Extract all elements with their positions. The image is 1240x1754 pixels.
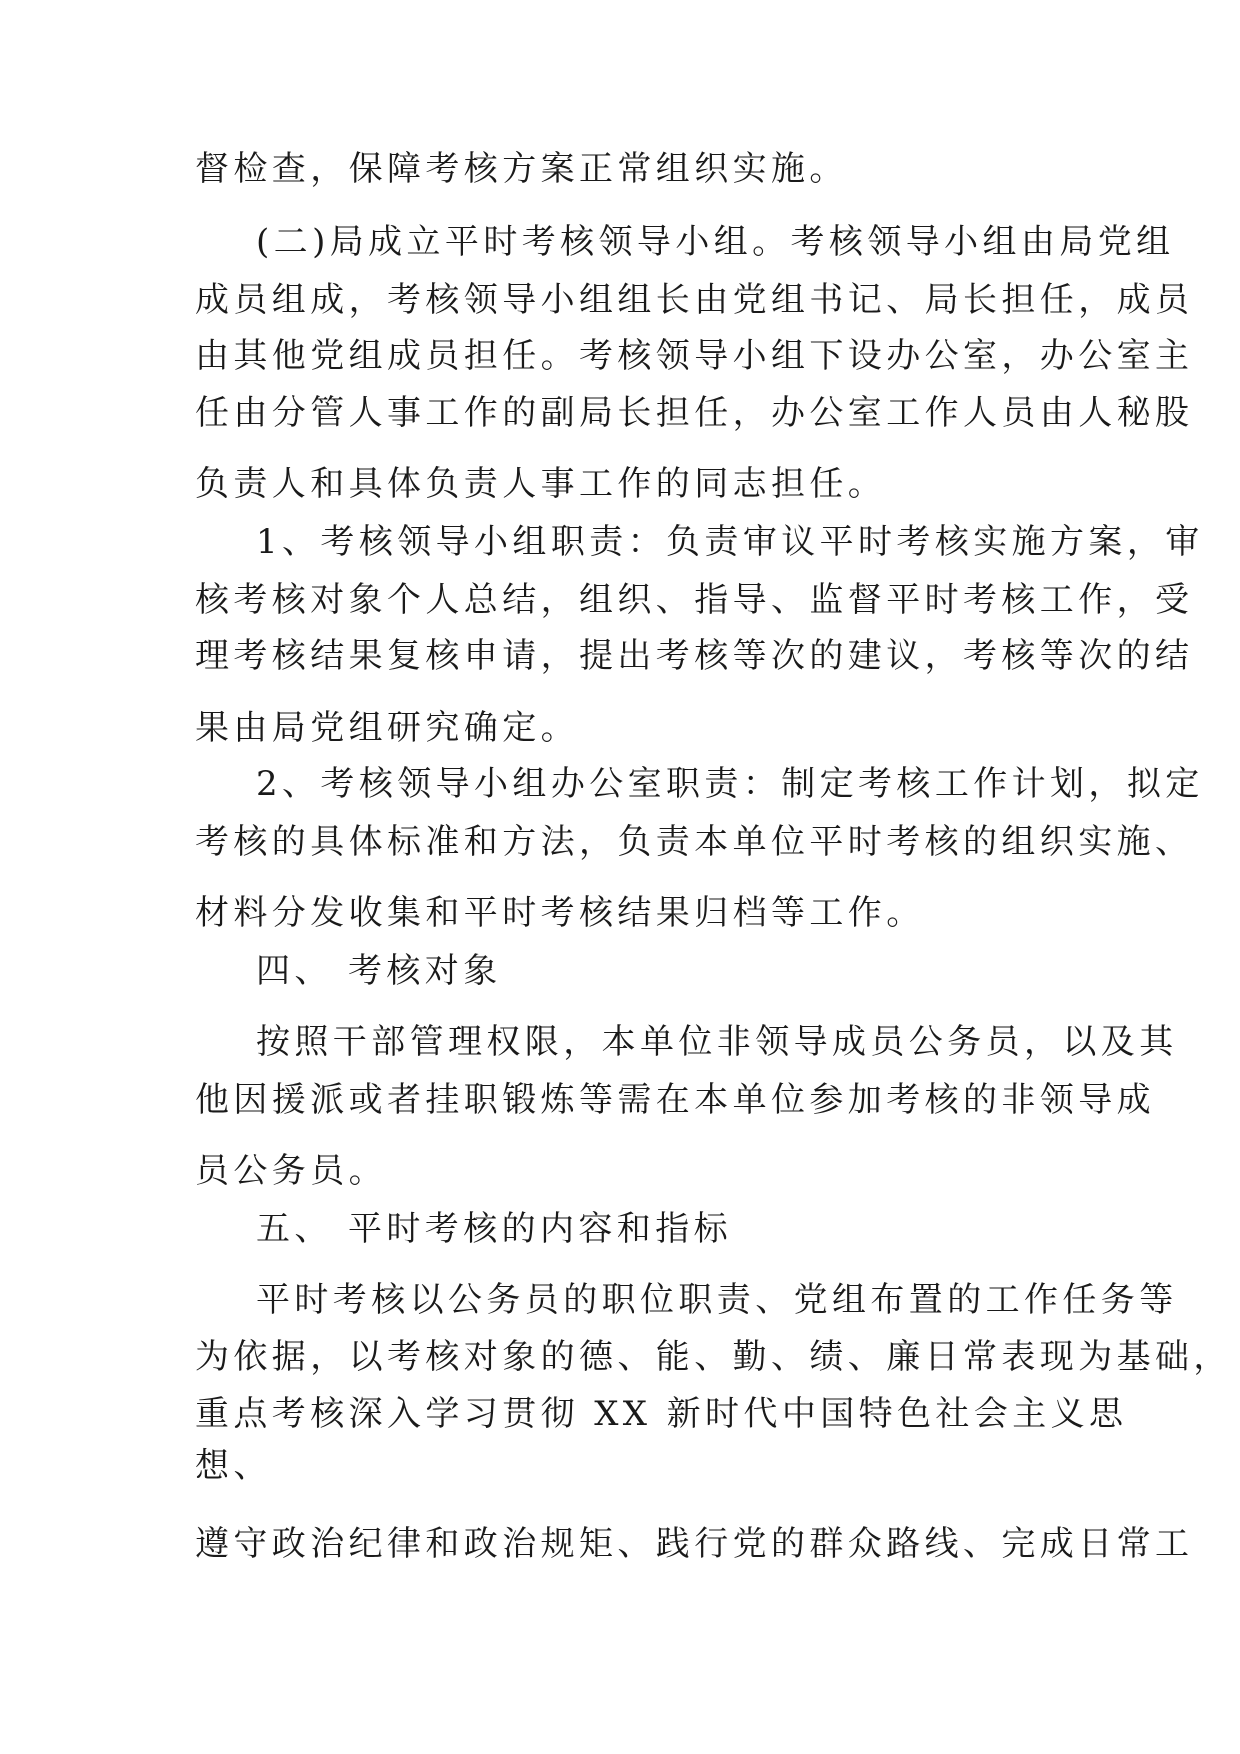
text-line: (二)局成立平时考核领导小组。考核领导小组由局党组 (256, 222, 1175, 262)
text-line: 为依据，以考核对象的德、能、勤、绩、廉日常表现为基础， (195, 1337, 1232, 1377)
section-heading: 五、 平时考核的内容和指标 (256, 1209, 733, 1249)
text-line: 员公务员。 (195, 1151, 387, 1191)
text-line: 考核的具体标准和方法，负责本单位平时考核的组织实施、 (195, 822, 1194, 862)
text-line: 成员组成，考核领导小组组长由党组书记、局长担任，成员 (195, 280, 1194, 320)
text-line: 由其他党组成员担任。考核领导小组下设办公室，办公室主 (195, 336, 1194, 376)
text-line: 负责人和具体负责人事工作的同志担任。 (195, 464, 887, 504)
text-line: 2、考核领导小组办公室职责：制定考核工作计划，拟定 (256, 764, 1204, 804)
text-line: 理考核结果复核申请，提出考核等次的建议，考核等次的结 (195, 636, 1194, 676)
text-line: 核考核对象个人总结，组织、指导、监督平时考核工作，受 (195, 580, 1194, 620)
text-line: 平时考核以公务员的职位职责、党组布置的工作任务等 (256, 1280, 1178, 1320)
text-line: 他因援派或者挂职锻炼等需在本单位参加考核的非领导成 (195, 1080, 1155, 1120)
text-line: 遵守政治纪律和政治规矩、践行党的群众路线、完成日常工 (195, 1524, 1194, 1564)
text-line: 任由分管人事工作的副局长担任，办公室工作人员由人秘股 (195, 393, 1194, 433)
text-line: 重点考核深入学习贯彻 XX 新时代中国特色社会主义思 (195, 1394, 1128, 1434)
text-line: 按照干部管理权限，本单位非领导成员公务员，以及其 (256, 1022, 1178, 1062)
text-line: 1、考核领导小组职责：负责审议平时考核实施方案，审 (256, 522, 1204, 562)
text-line: 督检查，保障考核方案正常组织实施。 (195, 149, 848, 189)
section-heading: 四、 考核对象 (256, 951, 502, 991)
text-line: 果由局党组研究确定。 (195, 708, 579, 748)
text-line: 想、 (195, 1446, 272, 1486)
text-line: 材料分发收集和平时考核结果归档等工作。 (195, 893, 925, 933)
